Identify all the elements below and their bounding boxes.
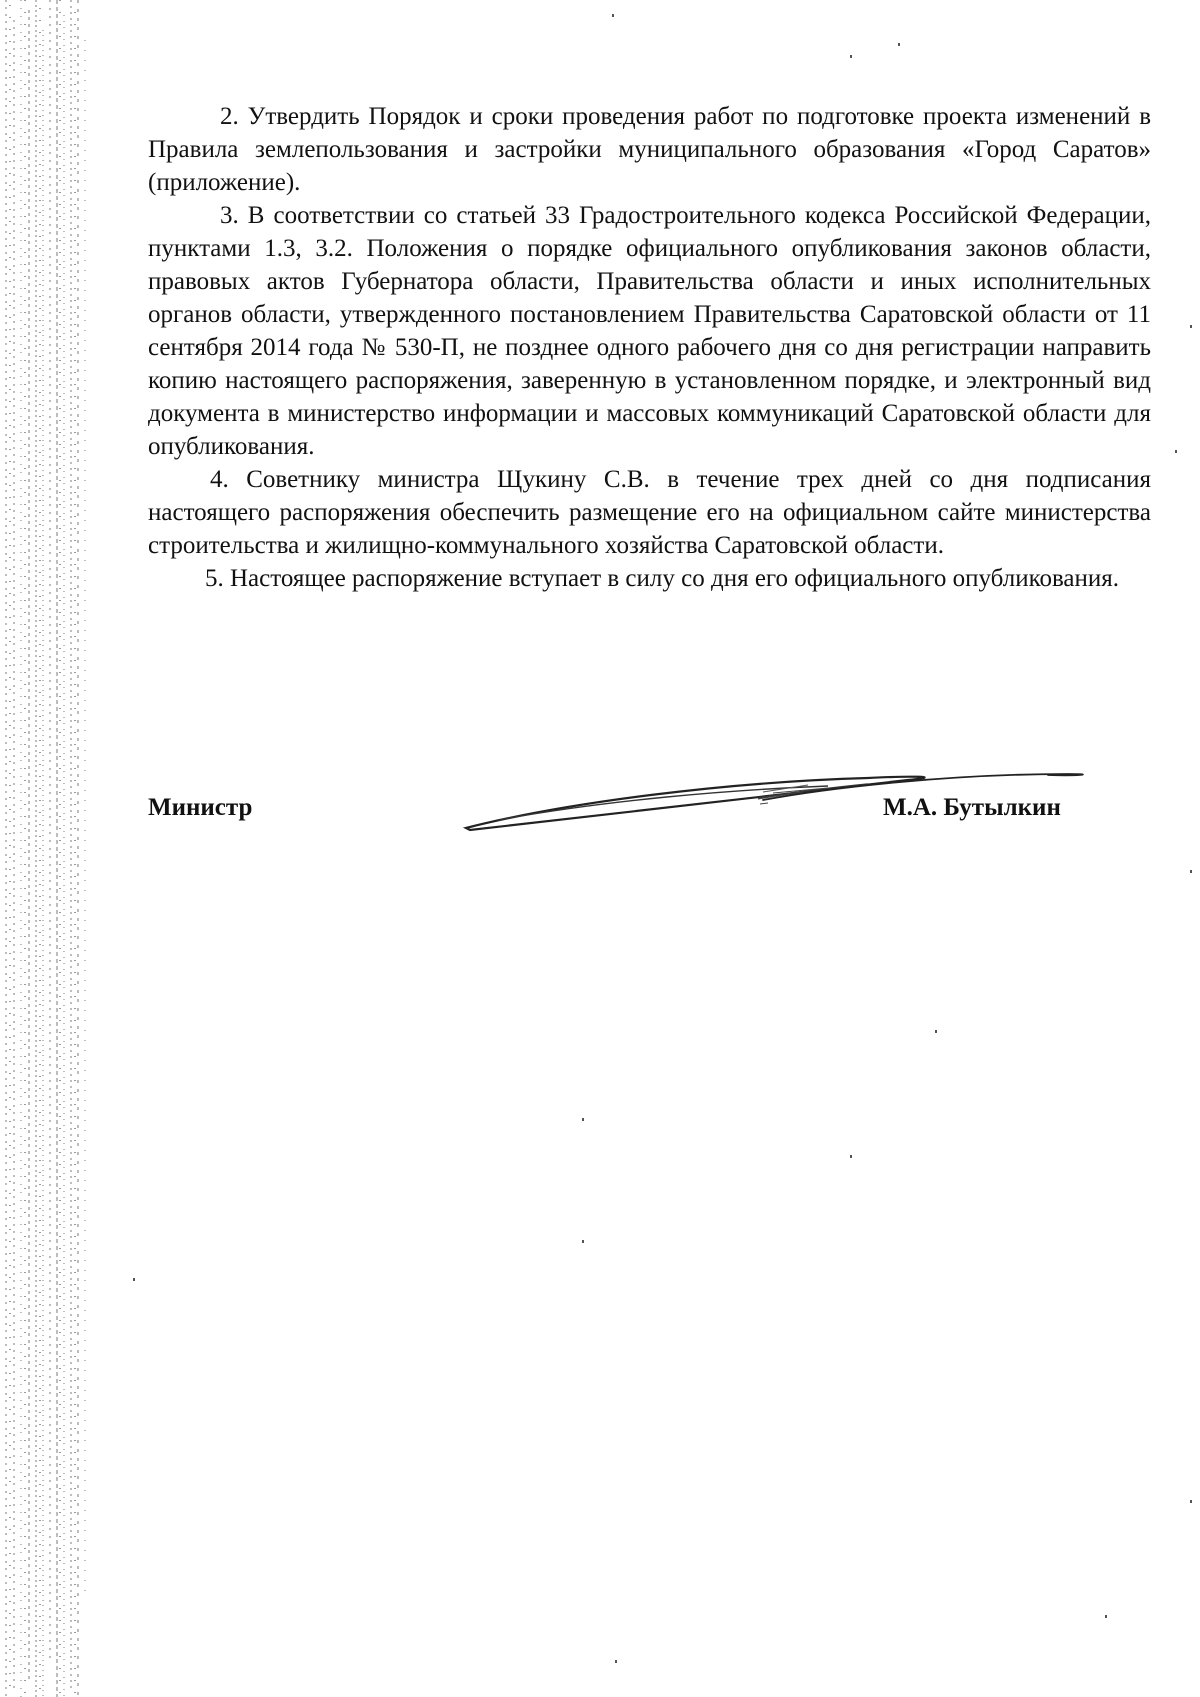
- document-body: [148, 100, 1151, 595]
- signature-block: [148, 770, 1151, 860]
- signatory-name: М.А. Бутылкин: [883, 794, 1061, 821]
- paragraph-item-5: 5. Настоящее распоряжение вступает в силу со дня его официального опубликования.: [205, 565, 1120, 592]
- scan-noise-graphic: [0, 0, 92, 1697]
- signatory-title: Министр: [148, 794, 253, 821]
- scan-speck: [1190, 325, 1192, 328]
- scan-speck: [582, 1240, 584, 1243]
- scan-speck: [1105, 1615, 1107, 1618]
- scan-speck: [612, 14, 614, 17]
- paragraph-item-2: 2. Утвердить Порядок и сроки проведения работ по подготовке проекта изменений в Правила землепользования и застройки муниципального образования «Город Саратов» (приложение).: [148, 103, 1151, 196]
- scan-speck: [1175, 450, 1177, 453]
- paragraph-item-4: 4. Советнику министра Щукину С.В. в течение трех дней со дня подписания настоящего распоряжения обеспечить размещение его на официальном сайте министерства строительства и жилищно-коммунального хозяйства Саратовской области.: [148, 466, 1151, 559]
- scan-speck: [935, 1030, 937, 1033]
- scan-speck: [898, 43, 900, 46]
- scan-speck: [850, 55, 852, 58]
- scan-speck: [615, 1660, 617, 1663]
- paragraph-item-3: 3. В соответствии со статьей 33 Градостроительного кодекса Российской Федерации, пунктами 1.3, 3.2. Положения о порядке официального опубликования законов области, правовых актов Губернатора области, Правительства области и иных исполнительных органов области, утвержденного постановлением Правительства Саратовской области от 11 сентября 2014 года № 530-П, не позднее одного рабочего дня со дня регистрации направить копию настоящего распоряжения, заверенную в установленном порядке, и электронный вид документа в министерство информации и массовых коммуникаций Саратовской области для опубликования.: [148, 202, 1151, 460]
- scan-speck: [133, 1278, 135, 1281]
- scan-edge-artifact: [0, 0, 92, 1697]
- scan-speck: [850, 1155, 852, 1158]
- scan-speck: [582, 1118, 584, 1121]
- scan-speck: [1190, 1500, 1192, 1503]
- scan-speck: [1190, 870, 1192, 873]
